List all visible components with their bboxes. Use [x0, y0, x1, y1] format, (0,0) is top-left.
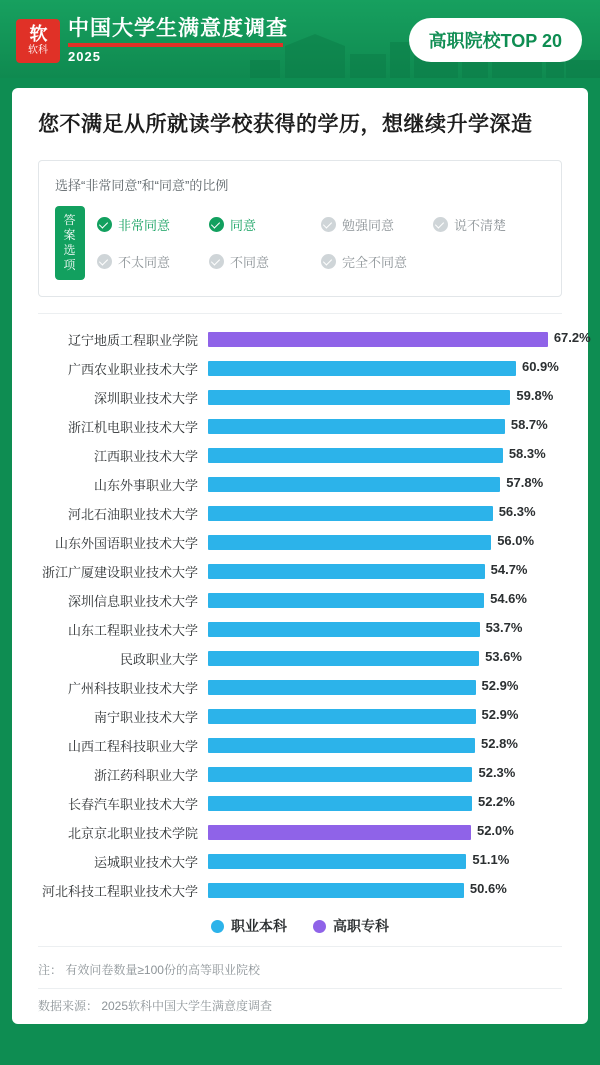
bar-value-label: 54.6% — [490, 591, 527, 607]
bar-category-label: 浙江药科职业大学 — [93, 768, 198, 784]
bar-category-label: 深圳信息职业技术大学 — [67, 594, 198, 610]
bar-value-label: 52.9% — [481, 707, 519, 723]
answer-option-label: 同意 — [230, 218, 257, 234]
answer-option[interactable] — [97, 243, 209, 280]
bar-value-label: 60.9% — [521, 359, 559, 375]
bar-category-label: 广西农业职业技术大学 — [67, 362, 198, 378]
bar-track — [208, 477, 562, 492]
bar-category-label: 河北科技工程职业技术大学 — [41, 884, 198, 900]
bar-track — [208, 738, 562, 753]
bar-track — [208, 651, 562, 666]
bar-fill — [208, 651, 479, 666]
bar-fill — [208, 796, 472, 811]
check-icon — [209, 217, 224, 232]
bar-row — [38, 763, 562, 786]
bar-track — [208, 854, 562, 869]
check-icon — [321, 217, 336, 232]
bar-category-label: 南宁职业技术大学 — [93, 710, 198, 726]
answer-option-label: 不同意 — [230, 255, 270, 271]
bar-fill — [208, 448, 503, 463]
bar-category-label: 山东外事职业大学 — [93, 478, 198, 494]
question-title: 您不满足从所就读学校获得的学历，想继续升学深造 — [38, 113, 533, 136]
bar-fill — [208, 477, 500, 492]
bar-value-label: 50.6% — [469, 881, 507, 897]
bar-row — [38, 560, 562, 583]
bar-row — [38, 850, 562, 873]
bar-fill — [208, 883, 464, 898]
bar-value-label: 52.3% — [478, 765, 516, 781]
bar-chart — [38, 313, 591, 902]
bar-value-label: 53.7% — [485, 620, 523, 636]
bar-category-label: 山东外国语职业技术大学 — [54, 536, 198, 552]
bar-category-label: 民政职业大学 — [119, 652, 198, 668]
legend-label: 职业本科 — [231, 918, 287, 935]
bar-track — [208, 390, 562, 405]
bar-row — [38, 531, 562, 554]
bar-track — [208, 680, 562, 695]
bar-value-label: 56.3% — [498, 504, 536, 520]
answer-option[interactable] — [97, 206, 209, 243]
answer-option[interactable] — [433, 206, 545, 243]
check-icon — [97, 254, 112, 269]
bar-row — [38, 357, 562, 380]
bar-category-label: 山东工程职业技术大学 — [67, 623, 198, 639]
bar-category-label: 辽宁地质工程职业学院 — [67, 333, 198, 349]
bar-row — [38, 415, 562, 438]
answer-option[interactable] — [321, 206, 433, 243]
footnotes — [38, 959, 562, 1018]
bar-fill — [208, 767, 472, 782]
bar-row — [38, 734, 562, 757]
bar-fill — [208, 680, 476, 695]
check-icon — [209, 254, 224, 269]
bar-value-label: 54.7% — [490, 562, 528, 578]
bar-fill — [208, 593, 484, 608]
bar-row — [38, 647, 562, 670]
bar-track — [208, 825, 562, 840]
bar-value-label: 59.8% — [516, 388, 554, 404]
bar-category-label: 江西职业技术大学 — [93, 449, 198, 465]
bar-value-label: 58.7% — [510, 417, 548, 433]
bar-fill — [208, 361, 516, 376]
bar-category-label: 运城职业技术大学 — [93, 855, 198, 871]
bar-track — [208, 767, 562, 782]
check-icon — [321, 254, 336, 269]
softscience-logo — [16, 19, 60, 63]
bar-fill — [208, 709, 476, 724]
bar-track — [208, 506, 562, 521]
bar-track — [208, 709, 562, 724]
bar-value-label: 67.2% — [553, 330, 591, 346]
bar-fill — [208, 390, 510, 405]
bar-row — [38, 473, 562, 496]
bar-value-label: 52.2% — [477, 794, 515, 810]
bar-value-label: 56.0% — [497, 533, 535, 549]
legend-color-dot — [211, 920, 224, 933]
bar-track — [208, 796, 562, 811]
legend-color-dot — [313, 920, 326, 933]
footnote-source: 数据来源： 2025软科中国大学生满意度调查 — [38, 999, 273, 1014]
bar-row — [38, 618, 562, 641]
brand — [16, 17, 288, 64]
footnote-sample: 注： 有效问卷数量≥100份的高等职业院校 — [38, 963, 260, 978]
bar-category-label: 浙江机电职业技术大学 — [67, 420, 198, 436]
bar-fill — [208, 825, 471, 840]
logo-subtext: 软科 — [28, 45, 48, 57]
bar-row — [38, 444, 562, 467]
bar-fill — [208, 622, 480, 637]
bar-value-label: 51.1% — [472, 852, 510, 868]
bar-track — [208, 622, 562, 637]
answer-option[interactable] — [321, 243, 433, 280]
bar-row — [38, 502, 562, 525]
answer-option-label: 不太同意 — [118, 255, 171, 271]
chart-legend — [38, 916, 562, 947]
rank-badge: 高职院校TOP 20 — [409, 18, 582, 62]
survey-year: 2025 — [68, 49, 101, 65]
logo-mark: 软 — [29, 24, 47, 45]
bar-category-label: 长春汽车职业技术大学 — [67, 797, 198, 813]
page-title: 中国大学生满意度调查 — [68, 17, 288, 40]
bar-category-label: 浙江广厦建设职业技术大学 — [41, 565, 198, 581]
answer-option-label: 完全不同意 — [342, 255, 408, 271]
legend-item — [313, 916, 389, 936]
legend-label: 高职专科 — [333, 918, 389, 935]
footnote-divider — [38, 988, 562, 989]
check-icon — [97, 217, 112, 232]
bar-row — [38, 676, 562, 699]
bar-track — [208, 535, 562, 550]
bar-value-label: 57.8% — [506, 475, 544, 491]
bar-row — [38, 328, 591, 351]
bar-fill — [208, 419, 505, 434]
page-header — [0, 0, 600, 78]
bar-category-label: 河北石油职业技术大学 — [67, 507, 198, 523]
bar-track — [208, 593, 562, 608]
answer-options-tag: 答案选项 — [55, 206, 85, 280]
bar-value-label: 52.0% — [476, 823, 514, 839]
title-underline — [68, 43, 283, 47]
bar-value-label: 53.6% — [485, 649, 522, 665]
answer-options-box — [38, 160, 562, 297]
bar-track — [208, 361, 562, 376]
bar-category-label: 山西工程科技职业大学 — [67, 739, 198, 755]
content-card — [12, 88, 591, 1024]
bar-row — [38, 386, 562, 409]
check-icon — [433, 217, 448, 232]
bar-track — [208, 448, 562, 463]
bar-track — [208, 883, 562, 898]
bar-fill — [208, 854, 466, 869]
bar-value-label: 52.8% — [481, 736, 518, 752]
bar-row — [38, 821, 562, 844]
bar-fill — [208, 332, 548, 347]
bar-track — [208, 564, 562, 579]
bar-category-label: 广州科技职业技术大学 — [67, 681, 198, 697]
answer-option-label: 非常同意 — [118, 218, 171, 234]
bar-fill — [208, 506, 493, 521]
bar-row — [38, 589, 562, 612]
bar-value-label: 58.3% — [508, 446, 546, 462]
bar-row — [38, 879, 562, 902]
answer-option-label: 说不清楚 — [454, 218, 507, 234]
bar-row — [38, 792, 562, 815]
answer-option-label: 勉强同意 — [342, 218, 395, 234]
answer-option[interactable] — [209, 243, 321, 280]
bar-track — [208, 419, 562, 434]
bar-value-label: 52.9% — [481, 678, 519, 694]
answer-option[interactable] — [209, 206, 321, 243]
answer-options-grid — [97, 206, 545, 280]
bar-category-label: 深圳职业技术大学 — [93, 391, 198, 407]
bar-fill — [208, 738, 475, 753]
bar-fill — [208, 535, 491, 550]
bar-row — [38, 705, 562, 728]
bar-fill — [208, 564, 485, 579]
bar-category-label: 北京京北职业技术学院 — [67, 826, 198, 842]
options-note: 选择“非常同意”和“同意”的比例 — [55, 178, 229, 194]
bar-track — [208, 330, 591, 347]
legend-item — [211, 916, 287, 936]
